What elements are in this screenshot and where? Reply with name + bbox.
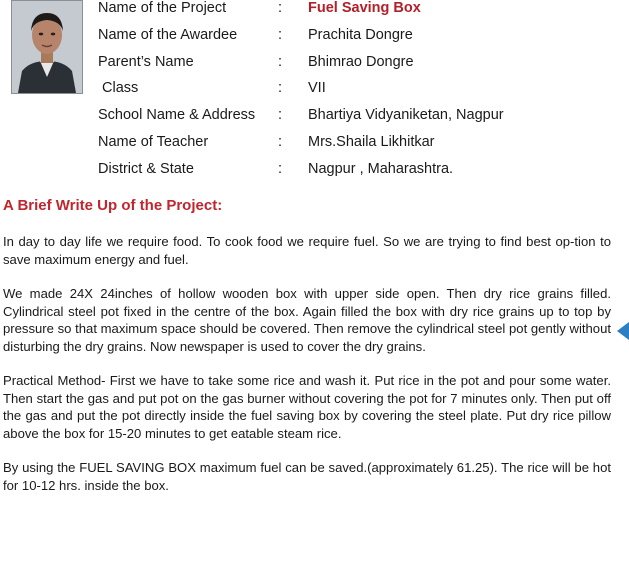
detail-colon: : [278, 0, 283, 16]
writeup-paragraph-construction: We made 24X 24inches of hollow wooden box with upper side open. Then dry rice grains filled. Cylindrical steel pot fixed in the centre of the box. Again filled the box with dry rice grains up to top by pressure so that maximum space should be covered. Then remove the cylindrical steel pot gently without disturbing the dry grains. Now newspaper is used to cover the dry grains. [3, 286, 611, 354]
detail-label: Name of the Project [98, 0, 227, 16]
detail-colon: : [278, 53, 283, 70]
teacher-name: Mrs.Shaila Likhitkar [308, 133, 435, 150]
parent-name: Bhimrao Dongre [308, 53, 414, 70]
class-value: VII [308, 80, 326, 97]
student-portrait-icon [12, 1, 82, 93]
district-value: Nagpur , Maharashtra. [308, 160, 454, 177]
project-name: Fuel Saving Box [308, 0, 421, 16]
awardee-name: Prachita Dongre [308, 26, 413, 43]
detail-label: Class [102, 80, 139, 97]
left-arrow-icon [617, 322, 629, 340]
detail-colon: : [278, 26, 283, 43]
detail-label: Name of Teacher [98, 133, 209, 150]
detail-label: School Name & Address [98, 107, 256, 124]
detail-label: Parent’s Name [98, 53, 194, 70]
writeup-heading: A Brief Write Up of the Project: [3, 197, 223, 214]
detail-colon: : [278, 133, 283, 150]
detail-colon: : [278, 107, 283, 124]
writeup-paragraph-conclusion: By using the FUEL SAVING BOX maximum fuel can be saved.(approximately 61.25). The rice will be hot for 10-12 hrs. inside the box. [3, 460, 611, 493]
student-photo [11, 0, 83, 94]
detail-label: Name of the Awardee [98, 26, 238, 43]
detail-label: District & State [98, 160, 194, 177]
writeup-paragraph-intro: In day to day life we require food. To cook food we require fuel. So we are trying to find best op-tion to save maximum energy and fuel. [3, 234, 611, 267]
writeup-paragraph-method: Practical Method- First we have to take some rice and wash it. Put rice in the pot and pour some water. Then start the gas and put pot on the gas burner without covering the pot for 7 minutes only. Then put off the gas and put the pot directly inside the fuel saving box by covering the steel plate. Put dry rice pillow above the box for 15-20 minutes to get eatable steam rice. [3, 373, 611, 441]
detail-colon: : [278, 80, 283, 97]
school-value: Bhartiya Vidyaniketan, Nagpur [308, 107, 504, 124]
detail-colon: : [278, 160, 283, 177]
